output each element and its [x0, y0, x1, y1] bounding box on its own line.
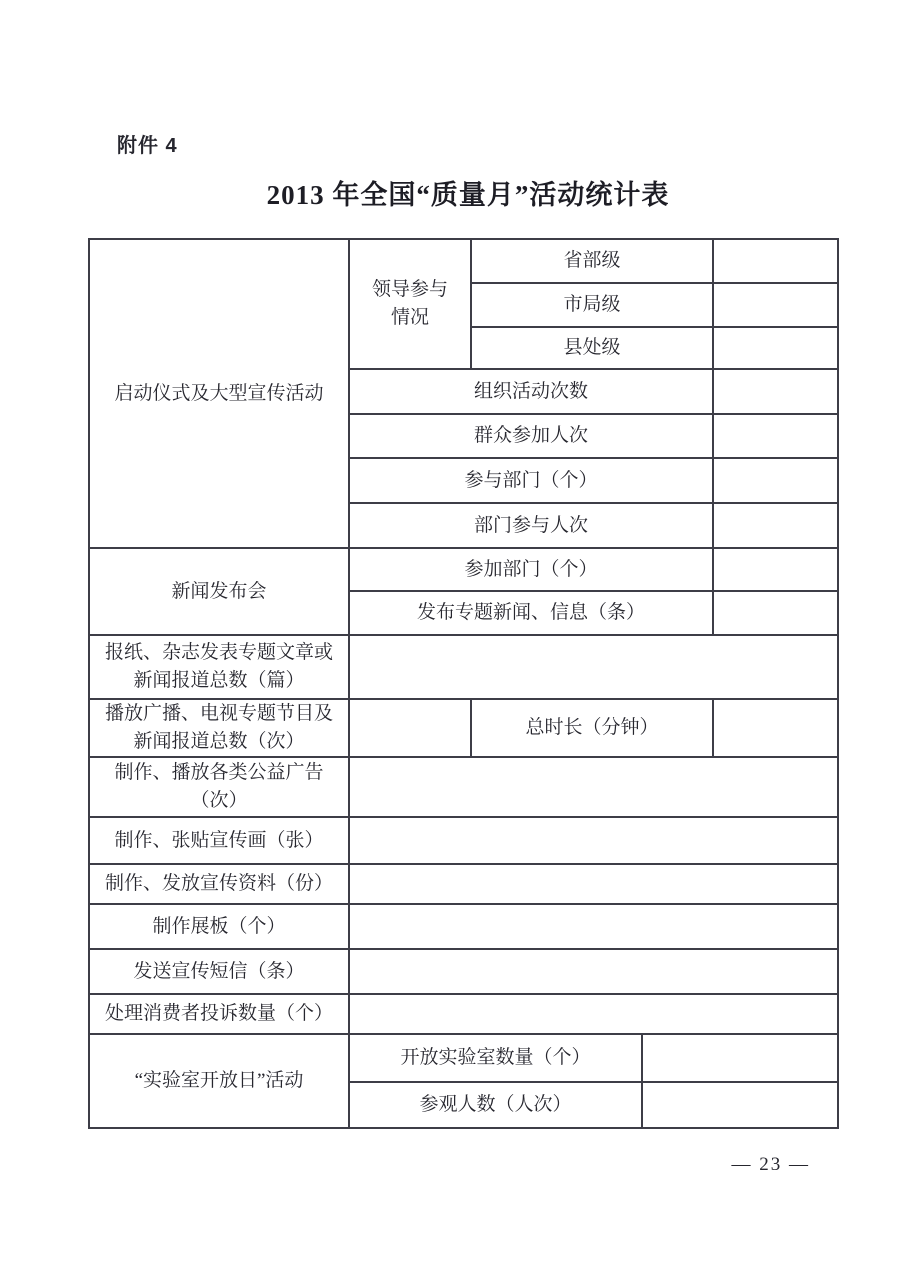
cell-launch-activity: 启动仪式及大型宣传活动 [89, 239, 349, 548]
cell-news-released-value [713, 591, 838, 635]
cell-department-participants: 部门参与人次 [349, 503, 713, 548]
cell-mass-participants: 群众参加人次 [349, 414, 713, 458]
cell-lab-open-day: “实验室开放日”活动 [89, 1034, 349, 1128]
cell-broadcast-count-value [349, 699, 471, 757]
cell-public-service-ads: 制作、播放各类公益广告（次） [89, 757, 349, 817]
cell-newspaper-articles: 报纸、杂志发表专题文章或新闻报道总数（篇） [89, 635, 349, 699]
cell-posters: 制作、张贴宣传画（张） [89, 817, 349, 864]
cell-level-municipal: 市局级 [471, 283, 713, 327]
cell-promo-materials-value [349, 864, 838, 904]
cell-organized-activities-value [713, 369, 838, 414]
cell-display-boards: 制作展板（个） [89, 904, 349, 949]
cell-level-county-value [713, 327, 838, 369]
table-row [89, 548, 838, 591]
table-row [89, 904, 838, 949]
cell-level-provincial: 省部级 [471, 239, 713, 283]
cell-mass-participants-value [713, 414, 838, 458]
cell-news-released: 发布专题新闻、信息（条） [349, 591, 713, 635]
table-row [89, 1034, 838, 1082]
cell-lab-visitors-value [642, 1082, 838, 1128]
cell-level-provincial-value [713, 239, 838, 283]
cell-attending-departments-value [713, 548, 838, 591]
table-row [89, 699, 838, 757]
cell-total-duration: 总时长（分钟） [471, 699, 713, 757]
cell-posters-value [349, 817, 838, 864]
table-row [89, 757, 838, 817]
cell-consumer-complaints-value [349, 994, 838, 1034]
cell-sms-messages: 发送宣传短信（条） [89, 949, 349, 994]
table-row [89, 949, 838, 994]
table-row [89, 239, 838, 283]
table-row [89, 994, 838, 1034]
page-number: — 23 — [731, 1154, 810, 1175]
cell-level-county: 县处级 [471, 327, 713, 369]
cell-departments-involved: 参与部门（个） [349, 458, 713, 503]
cell-sms-messages-value [349, 949, 838, 994]
cell-newspaper-articles-value [349, 635, 838, 699]
cell-broadcast-programs: 播放广播、电视专题节目及新闻报道总数（次） [89, 699, 349, 757]
cell-attending-departments: 参加部门（个） [349, 548, 713, 591]
stats-table [88, 238, 839, 1129]
cell-labs-opened-value [642, 1034, 838, 1082]
table-row [89, 635, 838, 699]
cell-level-municipal-value [713, 283, 838, 327]
cell-promo-materials: 制作、发放宣传资料（份） [89, 864, 349, 904]
table-row [89, 817, 838, 864]
cell-organized-activities: 组织活动次数 [349, 369, 713, 414]
cell-leader-participation: 领导参与情况 [349, 239, 471, 369]
cell-public-service-ads-value [349, 757, 838, 817]
cell-departments-involved-value [713, 458, 838, 503]
cell-press-conference: 新闻发布会 [89, 548, 349, 635]
page-title: 2013 年全国“质量月”活动统计表 [266, 180, 670, 210]
cell-display-boards-value [349, 904, 838, 949]
cell-total-duration-value [713, 699, 838, 757]
cell-labs-opened: 开放实验室数量（个） [349, 1034, 642, 1082]
cell-lab-visitors: 参观人数（人次） [349, 1082, 642, 1128]
cell-department-participants-value [713, 503, 838, 548]
attachment-label: 附件 4 [117, 135, 178, 157]
table-row [89, 864, 838, 904]
cell-consumer-complaints: 处理消费者投诉数量（个） [89, 994, 349, 1034]
